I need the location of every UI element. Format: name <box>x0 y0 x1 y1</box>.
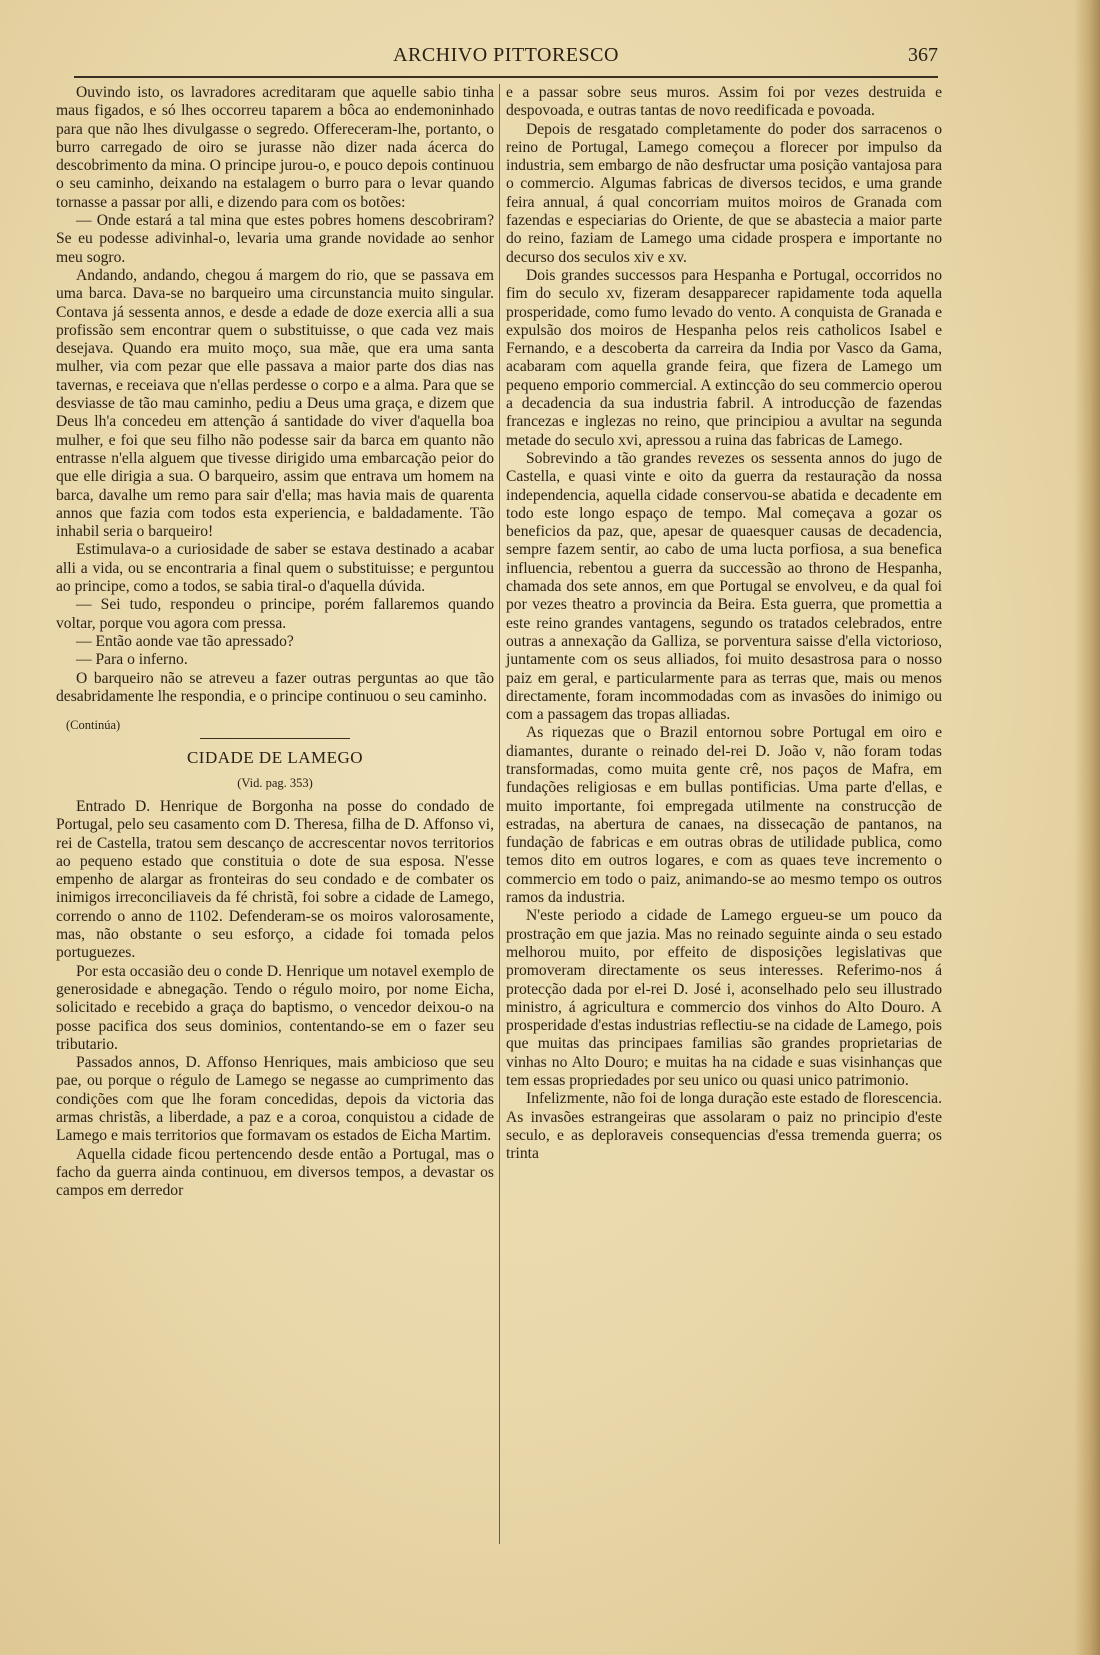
left-column <box>56 84 494 1201</box>
article-paragraph: Sobrevindo a tão grandes revezes os sessenta annos do jugo de Castella, e quasi vinte e oito da guerra da restauração da nossa independencia, aquella cidade conservou-se abatida e decadente em todo este longo espaço de tempo. Mal começava a gozar os beneficios da paz, que, apesar de quaesquer causas de decadencia, sempre fazem sentir, ao cabo de uma lucta porfiosa, a sua benefica influencia, rebentou a guerra da successão ao throno de Hespanha, chamada dos sete annos, em que Portugal se envolveu, e da qual foi por vezes theatro a provincia da Beira. Esta guerra, que promettia a este reino grandes vantagens, segundo os tratados celebrados, entre outras a annexação da Galliza, se porventura saisse d'ella victorioso, juntamente com os seus alliados, foi muito desastrosa para o nosso paiz em geral, e particularmente para as terras que, mais ou menos directamente, foram incommodadas com as invasões do inimigo ou com a passagem das tropas alliadas. <box>506 449 942 724</box>
section-title: CIDADE DE LAMEGO <box>186 748 364 768</box>
article-paragraph: Por esta occasião deu o conde D. Henrique um notavel exemplo de generosidade e abnegação. Tendo o régulo moiro, por nome Eicha, solicitado e recebido a graça do baptismo, o vencedor deixou-o na posse pacifica dos seus dominios, contentando-se em o fazer seu tributario. <box>56 962 494 1053</box>
article-paragraph: Dois grandes successos para Hespanha e Portugal, occorridos no fim do seculo xv, fizeram desapparecer rapidamente toda aquella prosperidade, como fumo levado do vento. A conquista de Granada e expulsão dos moiros de Hespanha pelos reis catholicos Isabel e Fernando, e a descoberta da carreira da India por Vasco da Gama, acabaram com aquella grande feira, que fizera de Lamego um pequeno emporio commercial. A extincção do seu commercio operou a decadencia da sua industria fabril. A introducção de fazendas francezas e inglezas no reino, que principiou a avultar na segunda metade do seculo xvi, apressou a ruina das fabricas de Lamego. <box>506 266 942 449</box>
article-paragraph: N'este periodo a cidade de Lamego ergueu-se um pouco da prostração em que jazia. Mas no reinado seguinte ainda o seu estado melhorou muito, por effeito de disposições legislativas que promoveram directamente os seus interesses. Referimo-nos á protecção dada por el-rei D. José i, aconselhado pelo seu illustrado ministro, á agricultura e commercio dos vinhos do Alto Douro. A prosperidade d'estas industrias reflectiu-se na cidade de Lamego, pois que muitas das principaes familias são grandes proprietarias de vinhas no Alto Douro; e muitas ha na cidade e suas visinhanças que tem essas propriedades por seu unico ou quasi unico patrimonio. <box>506 907 942 1090</box>
article-paragraph: Passados annos, D. Affonso Henriques, mais ambicioso que seu pae, ou porque o régulo de Lamego se negasse ao cumprimento das condições com que lhe foram concedidas, depois da victoria das armas christãs, a liberdade, a paz e a coroa, conquistou a cidade de Lamego e mais territorios que formavam os estados de Eicha Martim. <box>56 1054 494 1145</box>
story-paragraph: O barqueiro não se atreveu a fazer outras perguntas ao que tão desabridamente lhe respondia, e o principe continuou o seu caminho. <box>56 669 494 705</box>
story-paragraph: Ouvindo isto, os lavradores acreditaram que aquelle sabio tinha maus figados, e só lhes occorreu taparem a bôca ao endemoninhado para que não lhes divulgasse o segredo. Offereceram-lhe, portanto, o burro carregado de oiro se jurasse não dizer nada ácerca do descobrimento da mina. O principe jurou-o, e pouco depois continuou o seu caminho, deixando na estalagem o burro para o levar quando tornasse a passar por alli, e dizendo para com os botões: <box>56 84 494 211</box>
page-header <box>74 44 938 78</box>
story-paragraph: Andando, andando, chegou á margem do rio, que se passava em uma barca. Dava-se no barqueiro uma circunstancia muito singular. Contava já sessenta annos, e desde a edade de doze exercia alli a sua profissão sem encontrar quem o substituisse, o que cada vez mais desejava. Quando era muito moço, sua mãe, que era uma santa mulher, via com pezar que elle passava a maior parte dos dias nas tavernas, e receiava que n'ellas perdesse o corpo e a alma. Para que se desviasse de tão mau caminho, pediu a Deus uma graça, e dizem que Deus lh'a concedeu em attenção á santidade do viver d'aquella boa mulher, e foi que seu filho não podesse sair da barca em quanto não entrasse n'ella alguem que tivesse dirigido uma embarcação peior do que elle dirigia a sua. O barqueiro, assim que entrava um homem na barca, davalhe um remo para sair d'ella; mas havia mais de quarenta annos que fazia com todos esta experiencia, e baldadamente. Tão inhabil seria o barqueiro! <box>56 266 494 541</box>
article-paragraph: As riquezas que o Brazil entornou sobre Portugal em oiro e diamantes, durante o reinado del-rei D. João v, não foram todas transformadas, como muita gente crê, nos paços de Mafra, em fundações religiosas e em bullas pontificias. Uma parte d'ellas, e muito importante, foi empregada utilmente na construcção de estradas, na abertura de canaes, na dissecação de pantanos, na fundação de fabricas e em outras obras de utilidade publica, como temos dito em outros logares, e com as quaes teve incremento o commercio em todo o paiz, animando-se ao mesmo tempo os outros ramos da industria. <box>506 724 942 907</box>
continua-note: (Continúa) <box>66 718 121 733</box>
publication-title: ARCHIVO PITTORESCO <box>393 44 619 66</box>
page-number: 367 <box>908 44 938 66</box>
article-paragraph: e a passar sobre seus muros. Assim foi por vezes destruida e despovoada, e outras tantas de novo reedificada e povoada. <box>506 84 942 120</box>
story-paragraph: — Onde estará a tal mina que estes pobres homens descobriram? Se eu podesse adivinhal-o, levaria uma grande novidade ao senhor meu sogro. <box>56 212 494 266</box>
section-divider <box>200 738 350 739</box>
article-paragraph: Entrado D. Henrique de Borgonha na posse do condado de Portugal, pelo seu casamento com D. Theresa, filha de D. Affonso vi, rei de Castella, tratou sem descanço de accrescentar novos territorios ao pequeno estado que constituia o dote de sua esposa. N'esse empenho de alargar as fronteiras do seu condado e de combater os inimigos irreconciliaveis da fé christã, foi sobre a cidade de Lamego, correndo o anno de 1102. Defenderam-se os moiros valorosamente, mas, não obstante o seu esforço, a cidade foi tomada pelos portuguezes. <box>56 797 494 962</box>
story-paragraph: — Para o inferno. <box>76 651 188 669</box>
article-paragraph: Infelizmente, não foi de longa duração este estado de florescencia. As invasões estrangeiras que assolaram o paiz no principio d'este seculo, e as deploraveis consequencias d'essa tremenda guerra; os trinta <box>506 1090 942 1163</box>
page-edge-shadow <box>1074 0 1100 1655</box>
right-column <box>506 84 942 1164</box>
article-paragraph: Depois de resgatado completamente do poder dos sarracenos o reino de Portugal, Lamego começou a florecer por impulso da industria, sem embargo de não desfructar uma posição vantajosa para o commercio. Algumas fabricas de diversos tecidos, e uma grande feira annual, á qual concorriam muitos moiros de Granada com fazendas e especiarias do Oriente, de que se abastecia a maior parte do reino, faziam de Lamego uma cidade prospera e importante no decurso dos seculos xiv e xv. <box>506 120 942 266</box>
story-paragraph: Estimulava-o a curiosidade de saber se estava destinado a acabar alli a vida, ou se encontraria a final quem o substituisse; e perguntou ao principe, como a todos, se sabia tiral-o d'aquella dúvida. <box>56 541 494 596</box>
header-rule <box>74 76 938 78</box>
story-paragraph: — Sei tudo, respondeu o principe, porém fallaremos quando voltar, porque vou agora com pressa. <box>56 596 494 632</box>
article-paragraph: Aquella cidade ficou pertencendo desde então a Portugal, mas o facho da guerra ainda continuou, em diversos tempos, a devastar os campos em derredor <box>56 1145 494 1200</box>
story-paragraph: — Então aonde vae tão apressado? <box>76 632 294 650</box>
section-reference: (Vid. pag. 353) <box>237 775 313 790</box>
column-divider <box>499 84 500 1544</box>
